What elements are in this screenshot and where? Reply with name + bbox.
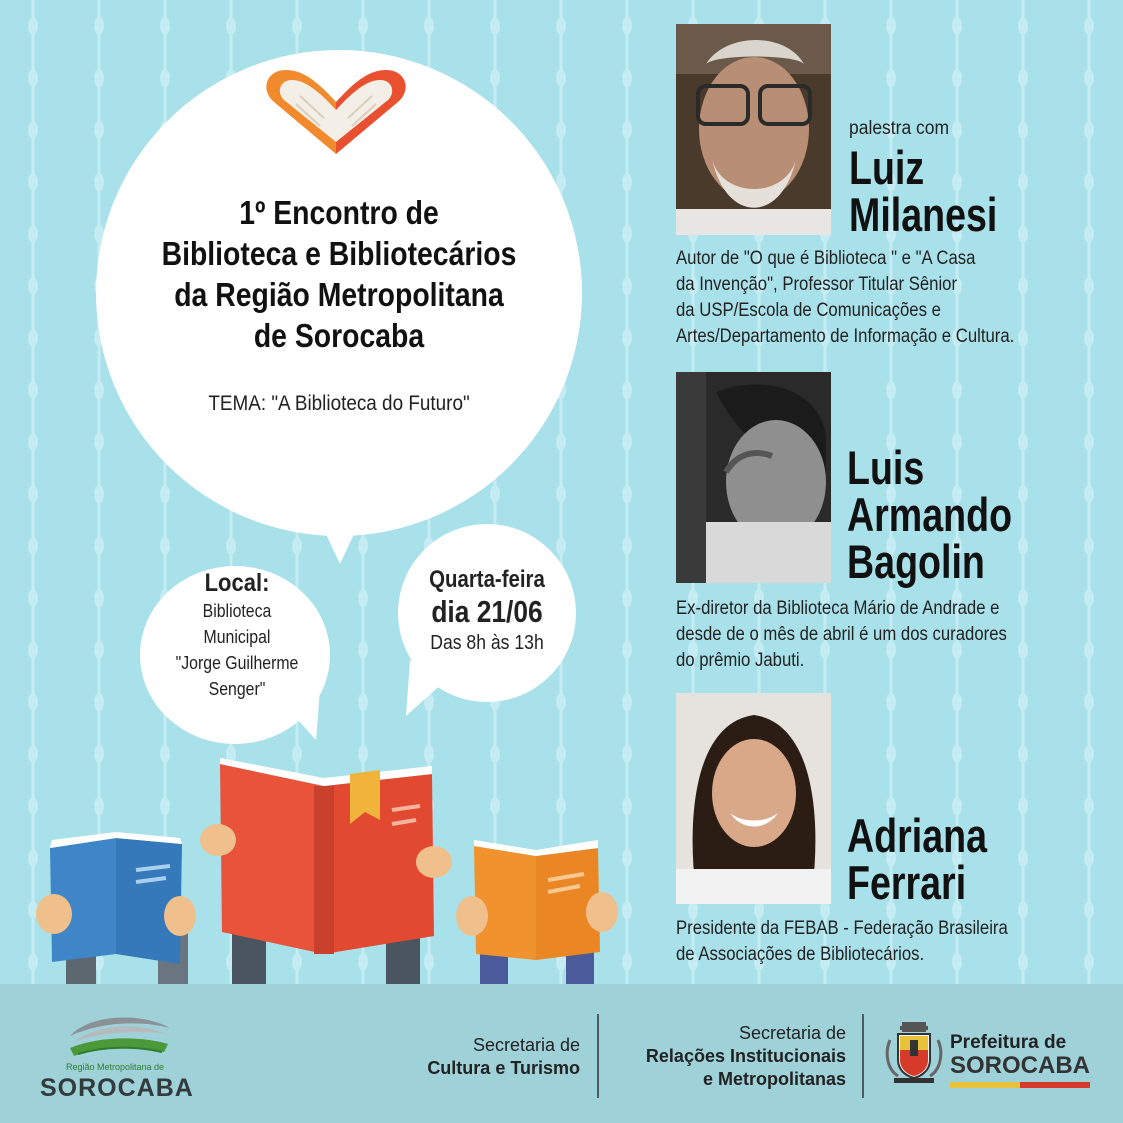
speaker-name-line: Milanesi <box>849 188 998 241</box>
speaker-bio-line: da Invenção", Professor Titular Sênior <box>676 274 958 295</box>
heart-book-icon <box>258 62 414 162</box>
speaker-name-line: Adriana <box>847 809 987 862</box>
speaker-name-line: Armando <box>847 488 1013 541</box>
prefeitura-label: Prefeitura de <box>950 1032 1067 1053</box>
secretaria-label: Secretaria de <box>738 1023 846 1043</box>
speaker-bio-line: do prêmio Jabuti. <box>676 650 805 671</box>
footer-divider <box>597 1014 599 1098</box>
books-illustration <box>0 740 640 984</box>
speaker-bio-line: de Associações de Bibliotecários. <box>676 944 925 965</box>
schedule-date: dia 21/06 <box>431 594 543 629</box>
prefeitura-logo-text <box>950 1032 1090 1079</box>
speaker-bio-line: Ex-diretor da Biblioteca Mário de Andrade e <box>676 598 1000 619</box>
date-bubble-tail <box>406 660 456 720</box>
regiao-metropolitana-logo-icon <box>40 1006 190 1062</box>
speaker-name <box>847 441 1013 588</box>
event-theme: TEMA: "A Biblioteca do Futuro" <box>208 392 470 415</box>
event-title <box>133 192 544 356</box>
speaker-bio <box>676 916 1072 968</box>
speaker-bio-line: Artes/Departamento de Informação e Cultura. <box>676 326 1015 347</box>
secretaria-relacoes <box>606 1022 846 1091</box>
schedule-info <box>398 566 576 656</box>
speaker-bio <box>676 596 1072 674</box>
speaker-bio-line: da USP/Escola de Comunicações e <box>676 300 941 321</box>
speaker-name-line: Luiz <box>849 141 925 194</box>
location-line: "Jorge Guilherme <box>175 653 299 673</box>
secretaria-cultura <box>388 1034 580 1080</box>
speaker-photo-luis <box>676 372 831 583</box>
speaker-name-line: Ferrari <box>847 856 967 909</box>
secretaria-name: Cultura e Turismo <box>427 1058 580 1078</box>
location-heading: Local: <box>204 569 270 597</box>
secretaria-name: Relações Institucionais <box>645 1046 846 1066</box>
footer-divider <box>862 1014 864 1098</box>
speaker-intro: palestra com <box>849 118 950 139</box>
title-line: da Região Metropolitana <box>174 276 504 313</box>
prefeitura-city: SOROCABA <box>950 1052 1091 1079</box>
regiao-name: SOROCABA <box>40 1074 194 1102</box>
speaker-bio-line: desde de o mês de abril é um dos curadores <box>676 624 1007 645</box>
sorocaba-crest-icon <box>884 1020 944 1084</box>
secretaria-label: Secretaria de <box>472 1035 580 1055</box>
speaker-name <box>849 141 998 241</box>
speaker-bio-line: Presidente da FEBAB - Federação Brasileira <box>676 918 1008 939</box>
speaker-name-line: Bagolin <box>847 535 985 588</box>
speaker-bio <box>676 246 1072 350</box>
location-line: Municipal <box>203 627 271 647</box>
location-info <box>140 568 334 702</box>
location-line: Senger" <box>208 679 266 699</box>
regiao-label: Região Metropolitana de <box>65 1062 165 1072</box>
speaker-bio-line: Autor de "O que é Biblioteca " e "A Casa <box>676 248 976 269</box>
location-line: Biblioteca <box>202 601 272 621</box>
title-line: 1º Encontro de <box>239 194 439 231</box>
speaker-photo-adriana <box>676 693 831 904</box>
main-bubble-tail <box>300 500 380 570</box>
title-line: Biblioteca e Bibliotecários <box>161 235 517 272</box>
speaker-name-line: Luis <box>847 441 925 494</box>
speaker-photo-luiz <box>676 24 831 235</box>
schedule-hours: Das 8h às 13h <box>430 632 544 654</box>
prefeitura-color-bar <box>950 1082 1090 1088</box>
title-line: de Sorocaba <box>253 317 425 354</box>
schedule-day: Quarta-feira <box>429 566 545 593</box>
speaker-name <box>847 809 987 909</box>
secretaria-name: e Metropolitanas <box>702 1069 846 1089</box>
